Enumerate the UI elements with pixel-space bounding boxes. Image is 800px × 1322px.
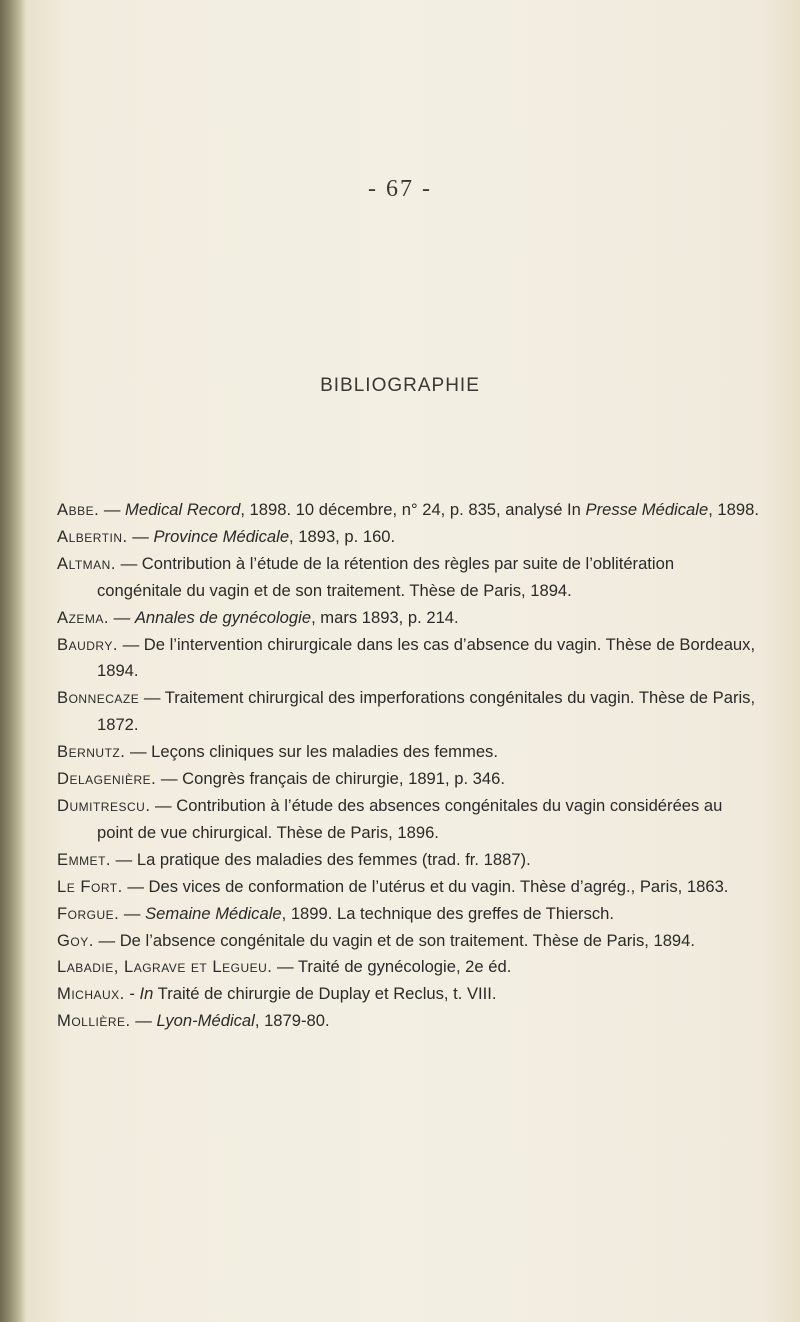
- entry-author: Mollière.: [57, 1011, 131, 1031]
- entry-text: , 1899. La technique des greffes de Thiersch.: [281, 903, 615, 923]
- entry-text: Congrès français de chirurgie, 1891, p. 346.: [182, 769, 505, 789]
- entry-text: De l’intervention chirurgicale dans les cas d’absence du vagin. Thèse de Bordeaux, 1894.: [97, 634, 756, 681]
- bibliography-entry: [57, 901, 761, 928]
- entry-separator: -: [124, 984, 140, 1004]
- entry-text: , 1898.: [708, 500, 759, 519]
- entry-author: Delagenière.: [57, 769, 157, 789]
- bibliography-entry: [57, 497, 761, 524]
- bibliography-entry: [57, 605, 761, 632]
- entry-italic-title: Lyon-Médical: [156, 1011, 255, 1031]
- entry-separator: —: [130, 1011, 157, 1031]
- entry-text: Des vices de conformation de l’utérus et du vagin. Thèse d’agrég., Paris, 1863.: [148, 876, 729, 896]
- bibliography-entry: [57, 551, 761, 605]
- entry-text: La pratique des maladies des femmes (trad. fr. 1887).: [136, 849, 531, 869]
- bibliography-entry: [57, 847, 761, 874]
- entry-separator: —: [122, 876, 149, 896]
- entry-author: Forgue.: [57, 903, 120, 923]
- entry-author: Bernutz.: [57, 742, 126, 762]
- bibliography-list: [57, 497, 761, 1035]
- entry-separator: —: [117, 634, 144, 654]
- entry-separator: —: [115, 553, 142, 573]
- entry-separator: —: [156, 769, 183, 789]
- entry-text: , 1879-80.: [254, 1011, 330, 1031]
- entry-author: Dumitrescu.: [57, 795, 151, 815]
- bibliography-entry: [57, 954, 761, 981]
- entry-separator: —: [119, 903, 146, 923]
- bibliography-entry: [57, 874, 761, 901]
- page-number: - 67 -: [368, 176, 432, 202]
- entry-text: , 1893, p. 160.: [289, 526, 396, 546]
- entry-author: Baudry.: [57, 634, 118, 654]
- entry-author: Le Fort.: [57, 876, 123, 896]
- bibliography-entry: [57, 739, 761, 766]
- entry-author: Emmet.: [57, 849, 112, 869]
- bibliography-entry: [57, 981, 761, 1008]
- bibliography-entry: [57, 793, 761, 847]
- entry-text: Traité de gynécologie, 2e éd.: [297, 957, 512, 977]
- entry-author: Altman.: [57, 553, 116, 573]
- entry-separator: —: [93, 930, 120, 950]
- entry-author: Goy.: [57, 930, 94, 950]
- entry-text: Contribution à l’étude de la rétention des règles par suite de l’oblitération congénitale du vagin et de son traitement. Thèse de Paris, 1894.: [97, 553, 675, 600]
- bibliography-entry: [57, 928, 761, 955]
- entry-separator: —: [125, 742, 152, 762]
- entry-text: , mars 1893, p. 214.: [311, 607, 459, 627]
- bibliography-entry: [57, 766, 761, 793]
- entry-text: De l’absence congénitale du vagin et de son traitement. Thèse de Paris, 1894.: [119, 930, 695, 950]
- entry-italic-title: Province Médicale: [153, 526, 290, 546]
- page-title: BIBLIOGRAPHIE: [320, 375, 480, 396]
- entry-italic-title: Medical Record: [125, 500, 241, 519]
- entry-italic-title: Presse Médicale: [585, 500, 709, 519]
- entry-text: Contribution à l’étude des absences congénitales du vagin considérées au point de vue chirurgical. Thèse de Paris, 1896.: [97, 795, 723, 842]
- entry-text: Leçons cliniques sur les maladies des femmes.: [151, 742, 498, 762]
- entry-text: Traitement chirurgical des imperforations congénitales du vagin. Thèse de Paris, 1872.: [97, 688, 756, 735]
- entry-author: Michaux.: [57, 984, 125, 1004]
- entry-italic-title: Semaine Médicale: [145, 903, 282, 923]
- entry-separator: —: [139, 688, 165, 708]
- bibliography-entry: [57, 1008, 761, 1035]
- entry-separator: —: [272, 957, 298, 977]
- entry-author: Labadie, Lagrave et Legueu.: [57, 957, 273, 977]
- entry-author: Abbe.: [57, 500, 100, 519]
- entry-text: Traité de chirurgie de Duplay et Reclus, t. VIII.: [153, 984, 497, 1004]
- entry-italic-title: In: [139, 984, 154, 1004]
- entry-italic-title: Annales de gynécologie: [134, 607, 312, 627]
- entry-separator: —: [150, 795, 177, 815]
- bibliography-entry: [57, 524, 761, 551]
- entry-separator: —: [99, 500, 126, 519]
- bibliography-entry: [57, 685, 761, 739]
- entry-separator: —: [127, 526, 154, 546]
- entry-author: Bonnecaze: [57, 688, 140, 708]
- entry-text: , 1898. 10 décembre, n° 24, p. 835, analysé In: [240, 500, 586, 519]
- entry-separator: —: [111, 849, 137, 869]
- entry-author: Albertin.: [57, 526, 128, 546]
- bibliography-entry: [57, 632, 761, 686]
- entry-separator: —: [109, 607, 135, 627]
- entry-author: Azema.: [57, 607, 110, 627]
